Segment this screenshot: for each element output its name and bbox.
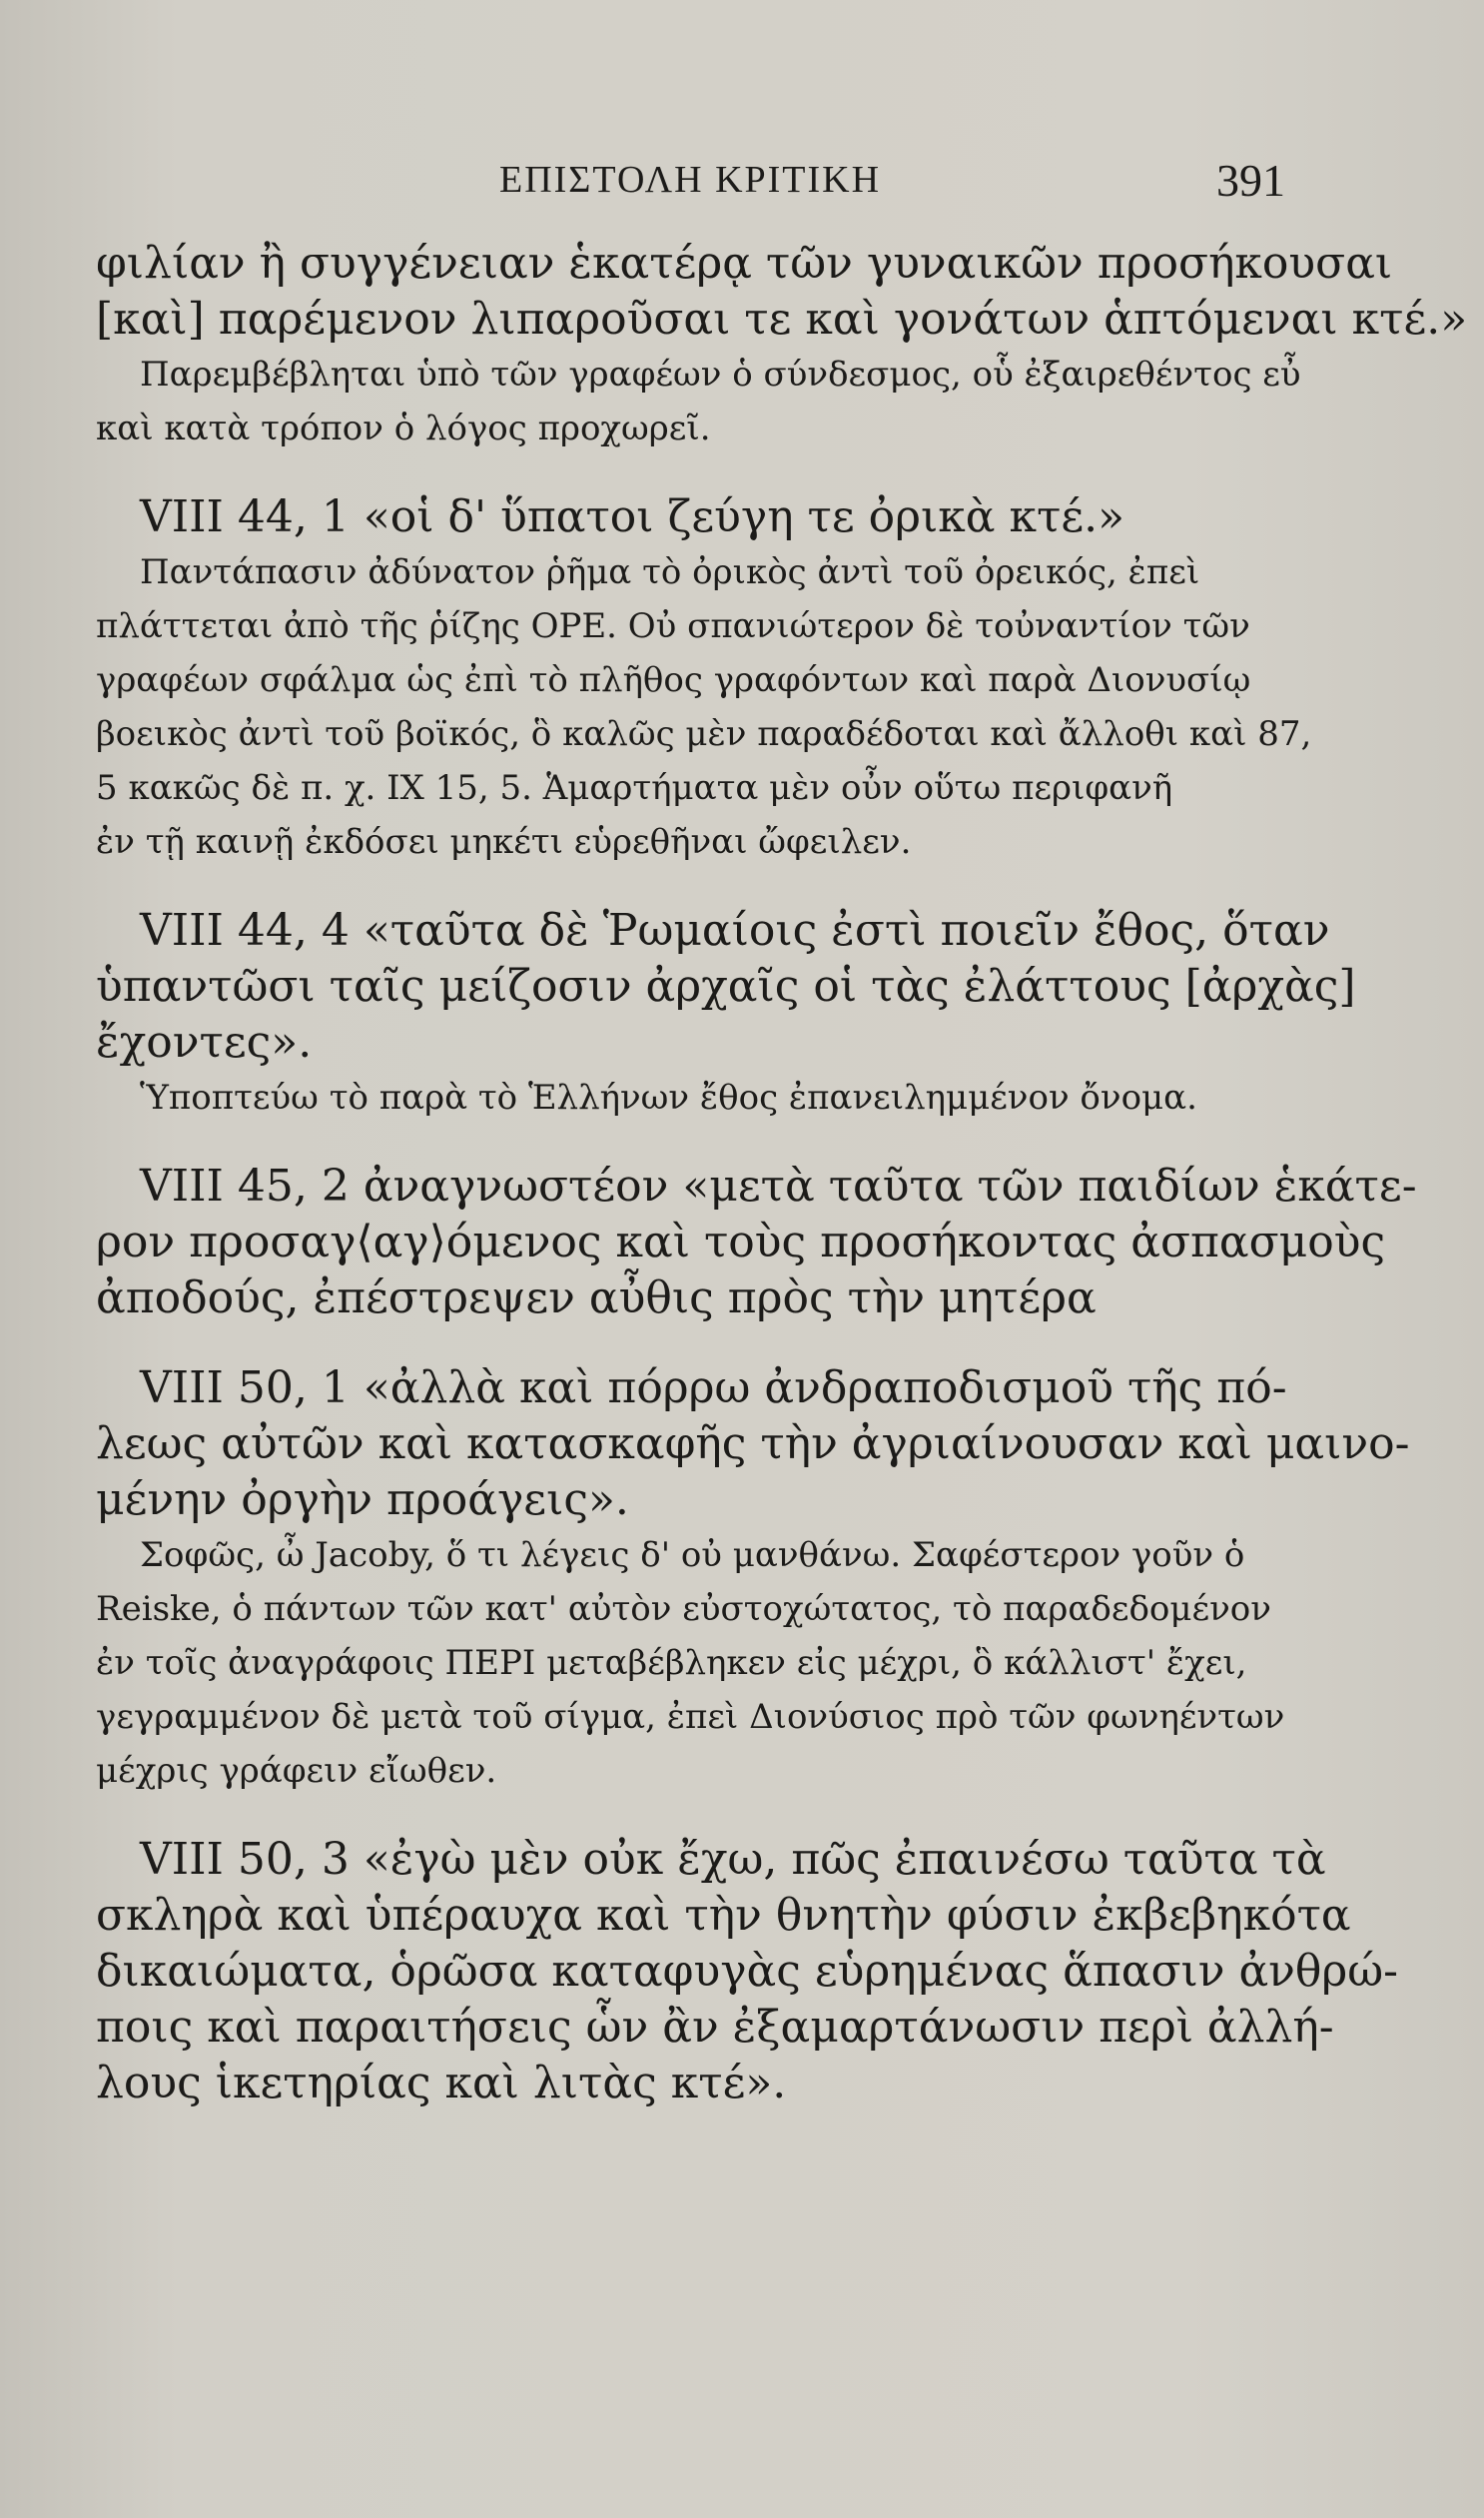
text-line: Σοφῶς, ὦ Jacoby, ὅ τι λέγεις δ' οὐ μανθάνω. Σαφέστερον γοῦν ὁ [140,1535,1245,1575]
text-line: ἐν τοῖς ἀναγράφοις ΠΕΡΙ μεταβέβληκεν εἰς μέχρι, ὃ κάλλιστ' ἔχει, [96,1643,1247,1683]
text-line: γεγραμμένον δὲ μετὰ τοῦ σίγμα, ἐπεὶ Διονύσιος πρὸ τῶν φωνηέντων [96,1697,1285,1737]
text-line: Reiske, ὁ πάντων τῶν κατ' αὐτὸν εὐστοχώτατος, τὸ παραδεδομένον [96,1589,1271,1629]
running-title: ΕΠΙΣΤΟΛΗ ΚΡΙΤΙΚΗ [499,159,882,201]
page-header [0,155,1484,218]
text-line: VIII 45, 2 ἀναγνωστέον «μετὰ ταῦτα τῶν παιδίων ἑκάτε- [140,1161,1417,1212]
text-line: ρον προσαγ⟨αγ⟩όμενος καὶ τοὺς προσήκοντας ἀσπασμοὺς [96,1217,1386,1267]
text-line: λους ἱκετηρίας καὶ λιτὰς κτέ». [96,2058,787,2108]
note-viii-44-1 [96,489,1394,869]
note-viii-50-1 [96,1360,1410,1798]
text-line: λεως αὐτῶν καὶ κατασκαφῆς τὴν ἀγριαίνουσαν καὶ μαινο- [96,1418,1410,1469]
text-line: φιλίαν ἢ συγγένειαν ἑκατέρᾳ τῶν γυναικῶν προσήκουσαι [96,238,1393,289]
text-line: γραφέων σφάλμα ὡς ἐπὶ τὸ πλῆθος γραφόντων καὶ παρὰ Διονυσίῳ [96,660,1251,700]
text-line: ἐν τῇ καινῇ ἐκδόσει μηκέτι εὑρεθῆναι ὤφειλεν. [96,822,912,862]
text-line: μένην ὀργὴν προάγεις». [96,1474,629,1525]
text-line: δικαιώματα, ὁρῶσα καταφυγὰς εὑρημένας ἅπασιν ἀνθρώ- [96,1946,1399,1997]
text-line: ἀποδούς, ἐπέστρεψεν αὖθις πρὸς τὴν μητέρα [96,1272,1097,1323]
text-line: Παντάπασιν ἀδύνατον ῥῆμα τὸ ὀρικὸς ἀντὶ τοῦ ὀρεικός, ἐπεὶ [140,552,1200,592]
text-line: καὶ κατὰ τρόπον ὁ λόγος προχωρεῖ. [96,409,711,448]
text-line: VIII 50, 1 «ἀλλὰ καὶ πόρρω ἀνδραποδισμοῦ τῆς πό- [140,1362,1287,1413]
note-viii-45-2 [96,1159,1417,1326]
text-line: ὑπαντῶσι ταῖς μείζοσιν ἀρχαῖς οἱ τὰς ἐλάττους [ἀρχὰς] [96,961,1356,1012]
text-line: ποις καὶ παραιτήσεις ὧν ἂν ἐξαμαρτάνωσιν περὶ ἀλλή- [96,2002,1334,2053]
page-number: 391 [1216,155,1285,206]
text-line: βοεικὸς ἀντὶ τοῦ βοϊκός, ὃ καλῶς μὲν παραδέδοται καὶ ἄλλοθι καὶ 87, [96,714,1312,754]
text-line: VIII 44, 4 «ταῦτα δὲ Ῥωμαίοις ἐστὶ ποιεῖν ἔθος, ὅταν [140,905,1330,956]
text-line: μέχρις γράφειν εἴωθεν. [96,1751,497,1791]
text-line: 5 κακῶς δὲ π. χ. IX 15, 5. Ἁμαρτήματα μὲν οὖν οὕτω περιφανῆ [96,768,1173,808]
text-line: Παρεμβέβληται ὑπὸ τῶν γραφέων ὁ σύνδεσμος, οὗ ἐξαιρεθέντος εὖ [140,355,1301,395]
text-line: VIII 44, 1 «οἱ δ' ὕπατοι ζεύγη τε ὀρικὰ κτέ.» [140,491,1125,542]
page-body [96,236,1468,2111]
text-line: σκληρὰ καὶ ὑπέραυχα καὶ τὴν θνητὴν φύσιν ἐκβεβηκότα [96,1890,1351,1941]
quote-fragment [96,236,1468,455]
text-line: ἔχοντες». [96,1017,313,1068]
text-line: Ὑποπτεύω τὸ παρὰ τὸ Ἑλλήνων ἔθος ἐπανειλημμένον ὄνομα. [140,1078,1197,1118]
note-viii-44-4 [96,903,1394,1125]
text-line: πλάττεται ἀπὸ τῆς ῥίζης ΟΡΕ. Οὐ σπανιώτερον δὲ τοὐναντίον τῶν [96,606,1250,646]
text-line: [καὶ] παρέμενον λιπαροῦσαι τε καὶ γονάτων ἁπτόμεναι κτέ.» [96,294,1468,345]
note-viii-50-3 [96,1832,1399,2111]
text-line: VIII 50, 3 «ἐγὼ μὲν οὐκ ἔχω, πῶς ἐπαινέσω ταῦτα τὰ [140,1834,1326,1885]
